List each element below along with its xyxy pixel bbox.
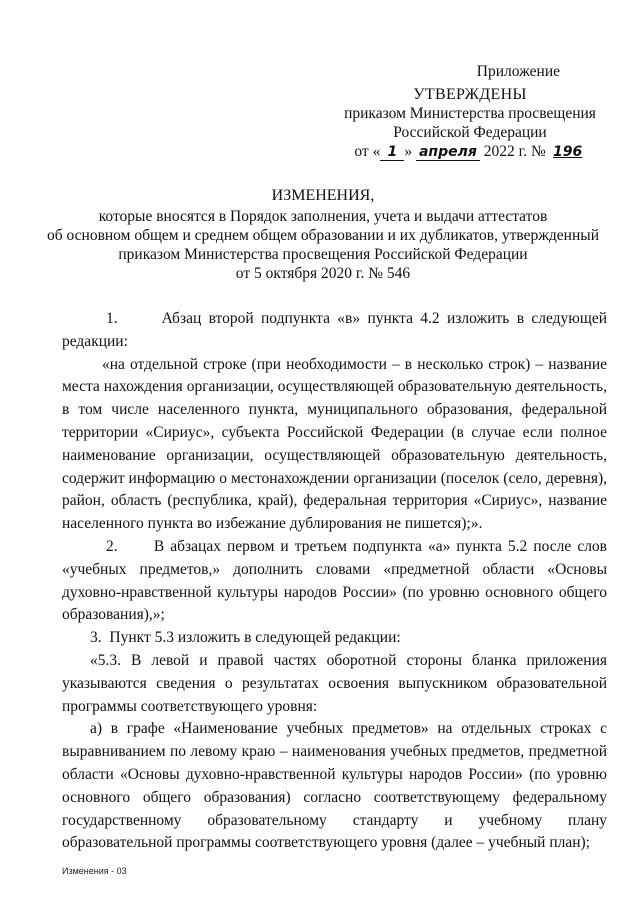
order-day-close: »: [404, 143, 413, 160]
title-line-3: приказом Министерства просвещения Российской Федерации: [118, 246, 528, 263]
paragraph-3: 2. В абзацах первом и третьем подпункта «а» пункта 5.2 после слов «учебных предметов,» дополнить словами «предметной области «Основы духовно-нравственной культуры народов России» (по уровню основного общего образования),»;: [62, 537, 607, 624]
title-heading: ИЗМЕНЕНИЯ,: [271, 187, 375, 204]
document-title: [40, 186, 606, 283]
title-line-1: которые вносятся в Порядок заполнения, учета и выдачи аттестатов: [98, 208, 548, 225]
approved-label: УТВЕРЖДЕНЫ: [413, 86, 527, 103]
title-line-2: об основном общем и среднем общем образовании и их дубликатов, утвержденный: [47, 227, 599, 244]
paragraph-5: «5.3. В левой и правой частях оборотной стороны бланка приложения указываются сведения о результатах освоения выпускником образовательной программы соответствующего уровня:: [62, 651, 607, 715]
appendix-label: Приложение: [476, 63, 560, 80]
order-number-handwritten: 196: [553, 144, 583, 160]
document-body: [62, 308, 607, 855]
order-year: 2022 г. №: [483, 143, 546, 160]
order-prefix: от «: [354, 143, 381, 160]
approval-line-2: Российской Федерации: [393, 124, 547, 141]
order-month-handwritten: апреля: [416, 144, 480, 161]
footer-code: Изменения - 03: [62, 866, 127, 876]
paragraph-1: 1. Абзац второй подпункта «в» пункта 4.2 изложить в следующей редакции:: [62, 310, 607, 350]
paragraph-4: 3. Пункт 5.3 изложить в следующей редакции:: [90, 629, 401, 647]
approval-line-1: приказом Министерства просвещения: [344, 105, 596, 122]
title-line-4: от 5 октября 2020 г. № 546: [235, 265, 411, 282]
paragraph-2: «на отдельной строке (при необходимости – в несколько строк) – название места нахождения организации, осуществляющей образовательную деятельность, в том числе населенного пункта, муниципального образования, федеральной территории «Сириус», субъекта Российской Федерации (в случае если полное наименование организации, осуществляющей образовательную деятельность, содержит информацию о местонахождении организации (поселок (село, деревня), район, область (республика, край), федеральная территория «Сириус», название населенного пункта во избежание дублирования не пишется);».: [62, 355, 607, 533]
order-day-handwritten: 1: [380, 144, 404, 161]
order-line: [340, 142, 600, 161]
paragraph-6: а) в графе «Наименование учебных предметов» на отдельных строках с выравниванием по левому краю – наименования учебных предметов, предметной области «Основы духовно-нравственной культуры народов России» (по уровню основного общего образования) согласно соответствующему федеральному государственному образовательному стандарту и учебному плану образовательной программы соответствующего уровня (далее – учебный план);: [62, 720, 607, 852]
approval-block: [340, 62, 600, 161]
